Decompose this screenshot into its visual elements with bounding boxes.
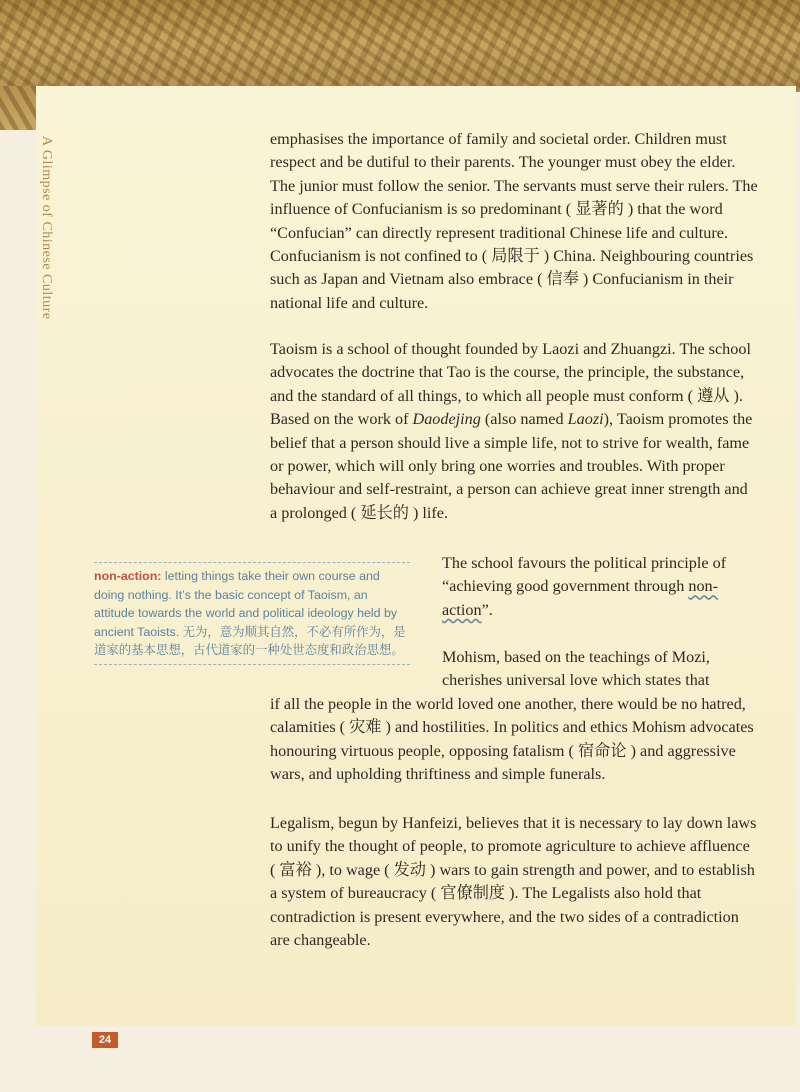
paragraph-text: (also named [480,410,568,429]
glossary-term-link[interactable]: non-action [442,577,719,619]
header-illustration-edge [0,86,36,130]
section-title-vertical: A Glimpse of Chinese Culture [39,136,54,320]
paragraph-text: The school favours the political principle of “achieving good government through [442,554,727,596]
paragraph-confucianism [270,128,758,315]
paragraph-text: Taoism is a school of thought founded by Laozi and Zhuangzi. The school advocates the doctrine that Tao is the course, the principle, the substance, and the standard of all things, to which all people must conform ( 遵从 ). Based on the work of [270,340,751,429]
glossary-term: non-action: [94,569,162,583]
book-title: Daodejing [412,410,481,429]
paragraph-text: emphasises the importance of family and societal order. Children must respect and be dutiful to their parents. The younger must obey the elder. The junior must follow the senior. The servants must serve their rulers. The influence of Confucianism is so predominant ( 显著的 ) that the word “Confucian” can directly represent traditional Chinese life and culture. Confucianism is not confined to ( 局限于 ) China. Neighbouring countries such as Japan and Vietnam also embrace ( 信奉 ) Confucianism in their national life and culture. [270,130,758,312]
paragraph-text: ), Taoism promotes the belief that a person should live a simple life, not to strive for wealth, fame or power, which will only bring one worries and troubles. With proper behaviour and self-restraint, a person can achieve great inner strength and a prolonged ( 延长的 ) life. [270,410,753,522]
paragraph-taoism [270,338,758,525]
paragraph-text: if all the people in the world loved one another, there would be no hatred, calamities ( 灾难 ) and hostilities. In politics and ethics Mohism advocates honouring virtuous people, opposing fatalism ( 宿命论 ) and aggressive wars, and upholding thriftiness and simple funerals. [270,694,754,784]
page-number: 24 [92,1032,118,1048]
header-illustration [0,0,800,92]
paragraph-text: Mohism, based on the teachings of Mozi, cherishes universal love which states that [442,648,710,690]
paragraph-mohism [270,646,758,786]
paragraph-text: ”. [481,600,493,619]
glossary-definition: letting things take their own course and doing nothing. It’s the basic concept of Taoism, an attitude towards the world and political ideology held by ancient Taoists. 无为，意为顺其自然，不必有所作为，是道家的基本思想，古代道家的一种处世态度和政治思想。 [94,569,406,658]
paragraph-text: Legalism, begun by Hanfeizi, believes that it is necessary to lay down laws to unify the thought of people, to promote agriculture to achieve affluence ( 富裕 ), to wage ( 发动 ) wars to gain strength and power, and to establish a system of bureaucracy ( 官僚制度 ). The Legalists also hold that contradiction is present everywhere, and the two sides of a contradiction are changeable. [270,814,757,950]
paragraph-taoism-principle [442,552,760,622]
paragraph-legalism [270,812,758,952]
book-title-alt: Laozi [567,410,604,429]
